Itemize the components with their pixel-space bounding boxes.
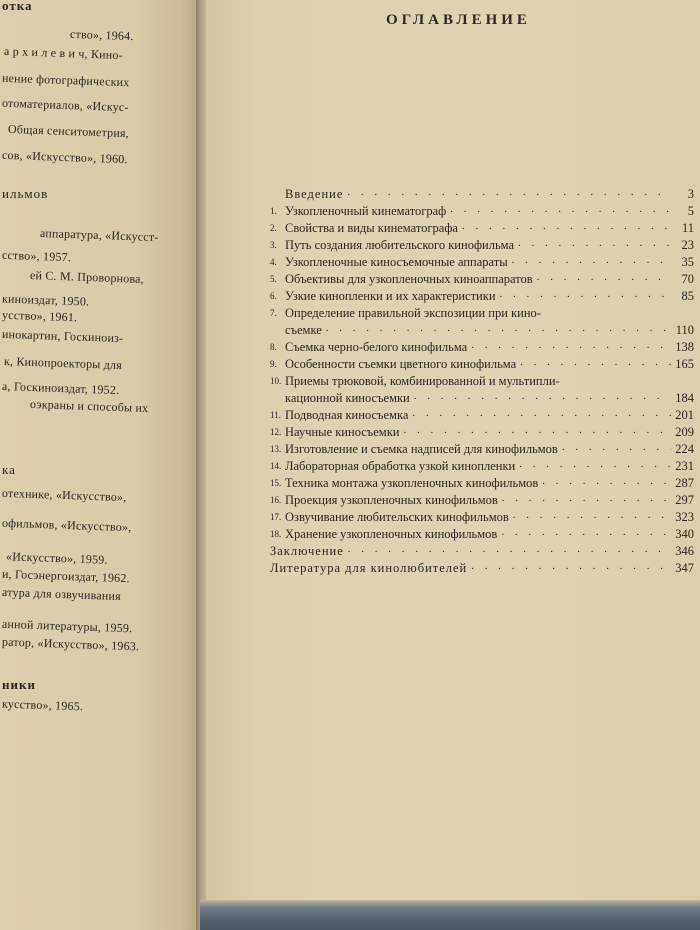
toc-entry-page: 3	[687, 187, 694, 201]
toc-entry-page: 35	[681, 255, 694, 269]
left-page	[0, 0, 196, 930]
left-line: отоматериалов, «Искус-	[1, 95, 129, 115]
left-line: к, Кинопроекторы для	[3, 353, 123, 373]
toc-entry-page: 201	[675, 408, 694, 422]
toc-entry-page: 287	[675, 476, 694, 490]
toc-entry-number: 6.	[270, 291, 277, 301]
toc-entry-number: 9.	[270, 359, 277, 369]
left-line: офильмов, «Искусство»,	[1, 515, 132, 535]
dot-leader	[403, 423, 671, 438]
dot-leader	[500, 287, 671, 302]
toc-entry-number: 11.	[270, 410, 281, 420]
left-line: аппаратура, «Искусст-	[39, 225, 159, 245]
left-line: Общая сенситометрия,	[7, 121, 130, 141]
left-heading: ильмов	[2, 186, 49, 201]
toc-entry-number: 14.	[270, 461, 282, 471]
toc-entry-title: Изготовление и съемка надписей для кинофильмов	[285, 442, 558, 456]
toc-entry	[270, 542, 694, 559]
toc-entry-page: 11	[681, 221, 694, 235]
toc-entry-title: Проекция узкопленочных кинофильмов	[285, 493, 498, 507]
toc-entry-page: 224	[675, 442, 694, 456]
toc-entry-number: 16.	[270, 495, 282, 505]
left-line: а, Госкиноиздат, 1952.	[1, 378, 120, 398]
dot-leader	[462, 219, 671, 234]
toc-entry-page: 5	[687, 204, 694, 218]
toc-entry-title: Введение	[285, 187, 344, 201]
dot-leader	[450, 202, 671, 217]
toc-entry-page: 165	[675, 357, 694, 371]
toc-entry-title: Путь создания любительского кинофильма	[285, 238, 515, 252]
toc-entry-title: Приемы трюковой, комбинированной и мультипли-	[285, 374, 560, 388]
toc-entry-title: Литература для кинолюбителей	[270, 561, 468, 575]
dot-leader	[562, 440, 671, 455]
dot-leader	[471, 559, 671, 574]
toc-entry-page: 346	[675, 544, 694, 558]
toc-entry-continuation	[270, 389, 694, 406]
dot-leader	[326, 321, 671, 336]
left-line: и, Госэнергоиздат, 1962.	[1, 566, 131, 586]
toc-entry	[270, 559, 694, 576]
toc-entry-title: Съемка черно-белого кинофильма	[285, 340, 468, 354]
toc-entry-title: Хранение узкопленочных кинофильмов	[285, 527, 498, 541]
toc-entry-number: 4.	[270, 257, 277, 267]
toc-entry	[270, 440, 694, 457]
toc-entry	[270, 406, 694, 423]
toc-entry-title: Узкопленочные киносъемочные аппараты	[285, 255, 508, 269]
toc-entry-page: 70	[681, 272, 694, 286]
left-line: сство», 1957.	[1, 247, 72, 265]
toc-entry-title: Заключение	[270, 544, 344, 558]
toc-entry-page: 138	[675, 340, 694, 354]
toc-entry-number: 7.	[270, 308, 277, 318]
left-heading: ники	[2, 677, 36, 692]
dot-leader	[471, 338, 671, 353]
toc-entry-number: 18.	[270, 529, 282, 539]
toc-entry	[270, 508, 694, 525]
toc-entry-title: Узкопленочный кинематограф	[285, 204, 447, 218]
dot-leader	[414, 389, 671, 404]
toc-entry-title: Подводная киносъемка	[285, 408, 409, 422]
toc-entry-title: Озвучивание любительских кинофильмов	[285, 510, 509, 524]
dot-leader	[513, 508, 671, 523]
dot-leader	[518, 236, 671, 251]
toc-entry	[270, 202, 694, 219]
dot-leader	[412, 406, 671, 421]
toc-entry-number: 10.	[270, 376, 282, 386]
toc-entry-number: 15.	[270, 478, 282, 488]
toc-entry-title-cont: съемке	[285, 323, 322, 337]
toc-entry-title: Лабораторная обработка узкой кинопленки	[285, 459, 516, 473]
toc-entry	[270, 287, 694, 304]
toc-entry-page: 231	[675, 459, 694, 473]
toc-entry	[270, 338, 694, 355]
toc-entry	[270, 474, 694, 491]
toc-entry-page: 23	[681, 238, 694, 252]
left-line: кусство», 1965.	[1, 696, 84, 714]
left-line: нение фотографических	[1, 70, 130, 90]
left-line: атура для озвучивания	[1, 584, 122, 604]
left-line: ство», 1964.	[69, 26, 134, 44]
toc-entry	[270, 423, 694, 440]
toc-entry	[270, 304, 694, 321]
toc-entry-title: Объективы для узкопленочных киноаппаратов	[285, 272, 533, 286]
toc-entry-page: 85	[681, 289, 694, 303]
book-cover-edge	[200, 900, 700, 930]
toc-entry-page: 110	[675, 323, 694, 337]
toc-entry-number: 1.	[270, 206, 277, 216]
toc-entry-continuation	[270, 321, 694, 338]
dot-leader	[512, 253, 671, 268]
toc-entry	[270, 253, 694, 270]
toc-entry-page: 323	[675, 510, 694, 524]
left-line: анной литературы, 1959.	[1, 616, 133, 636]
toc-entry-page: 297	[675, 493, 694, 507]
toc-entry-number: 8.	[270, 342, 277, 352]
dot-leader	[519, 457, 671, 472]
dot-leader	[348, 542, 671, 557]
left-line: оэкраны и способы их	[29, 396, 149, 416]
left-line: киноиздат, 1950.	[1, 291, 90, 309]
toc-entry-number: 3.	[270, 240, 277, 250]
toc-entry	[270, 355, 694, 372]
toc-entry-page: 340	[675, 527, 694, 541]
left-line: отехнике, «Искусство»,	[1, 485, 127, 505]
dot-leader	[542, 474, 671, 489]
toc-entry	[270, 525, 694, 542]
left-line: а р х и л е в и ч, Кино-	[3, 43, 124, 63]
toc-entry	[270, 270, 694, 287]
toc-entry	[270, 219, 694, 236]
toc-entry-number: 12.	[270, 427, 282, 437]
dot-leader	[347, 185, 671, 200]
toc-entry	[270, 491, 694, 508]
left-line: ей С. М. Проворнова,	[29, 268, 145, 286]
toc-entry-number: 17.	[270, 512, 282, 522]
toc-entry-title: Особенности съемки цветного кинофильма	[285, 357, 517, 371]
left-line: усство», 1961.	[1, 307, 78, 325]
dot-leader	[537, 270, 671, 285]
dot-leader	[501, 525, 671, 540]
toc-entry-title: Техника монтажа узкопленочных кинофильмов	[285, 476, 539, 490]
toc-entry-page: 184	[675, 391, 694, 405]
toc-entry-title: Свойства и виды кинематографа	[285, 221, 458, 235]
toc-entry-page: 209	[675, 425, 694, 439]
dot-leader	[520, 355, 671, 370]
toc-entry-title-cont: кационной киносъемки	[285, 391, 410, 405]
toc-entry-number: 5.	[270, 274, 277, 284]
left-heading: ка	[2, 462, 16, 477]
toc-entry-number: 13.	[270, 444, 282, 454]
toc-title: ОГЛАВЛЕНИЕ	[386, 12, 531, 28]
toc-entry-title: Определение правильной экспозиции при кино-	[285, 306, 541, 320]
left-line: ратор, «Искусство», 1963.	[1, 634, 140, 654]
right-page	[206, 0, 700, 930]
toc-entry	[270, 185, 694, 202]
left-line: инокартин, Госкиноиз-	[1, 326, 124, 346]
toc-entry	[270, 457, 694, 474]
left-heading: отка	[2, 0, 33, 13]
left-line: сов, «Искусство», 1960.	[1, 147, 128, 167]
toc-entry-title: Научные киносъемки	[285, 425, 400, 439]
toc-entry	[270, 372, 694, 389]
left-line: «Искусство», 1959.	[5, 549, 108, 567]
toc-entry-title: Узкие кинопленки и их характеристики	[285, 289, 496, 303]
dot-leader	[502, 491, 671, 506]
toc-entry-page: 347	[675, 561, 694, 575]
toc-entry-number: 2.	[270, 223, 277, 233]
toc-entry	[270, 236, 694, 253]
